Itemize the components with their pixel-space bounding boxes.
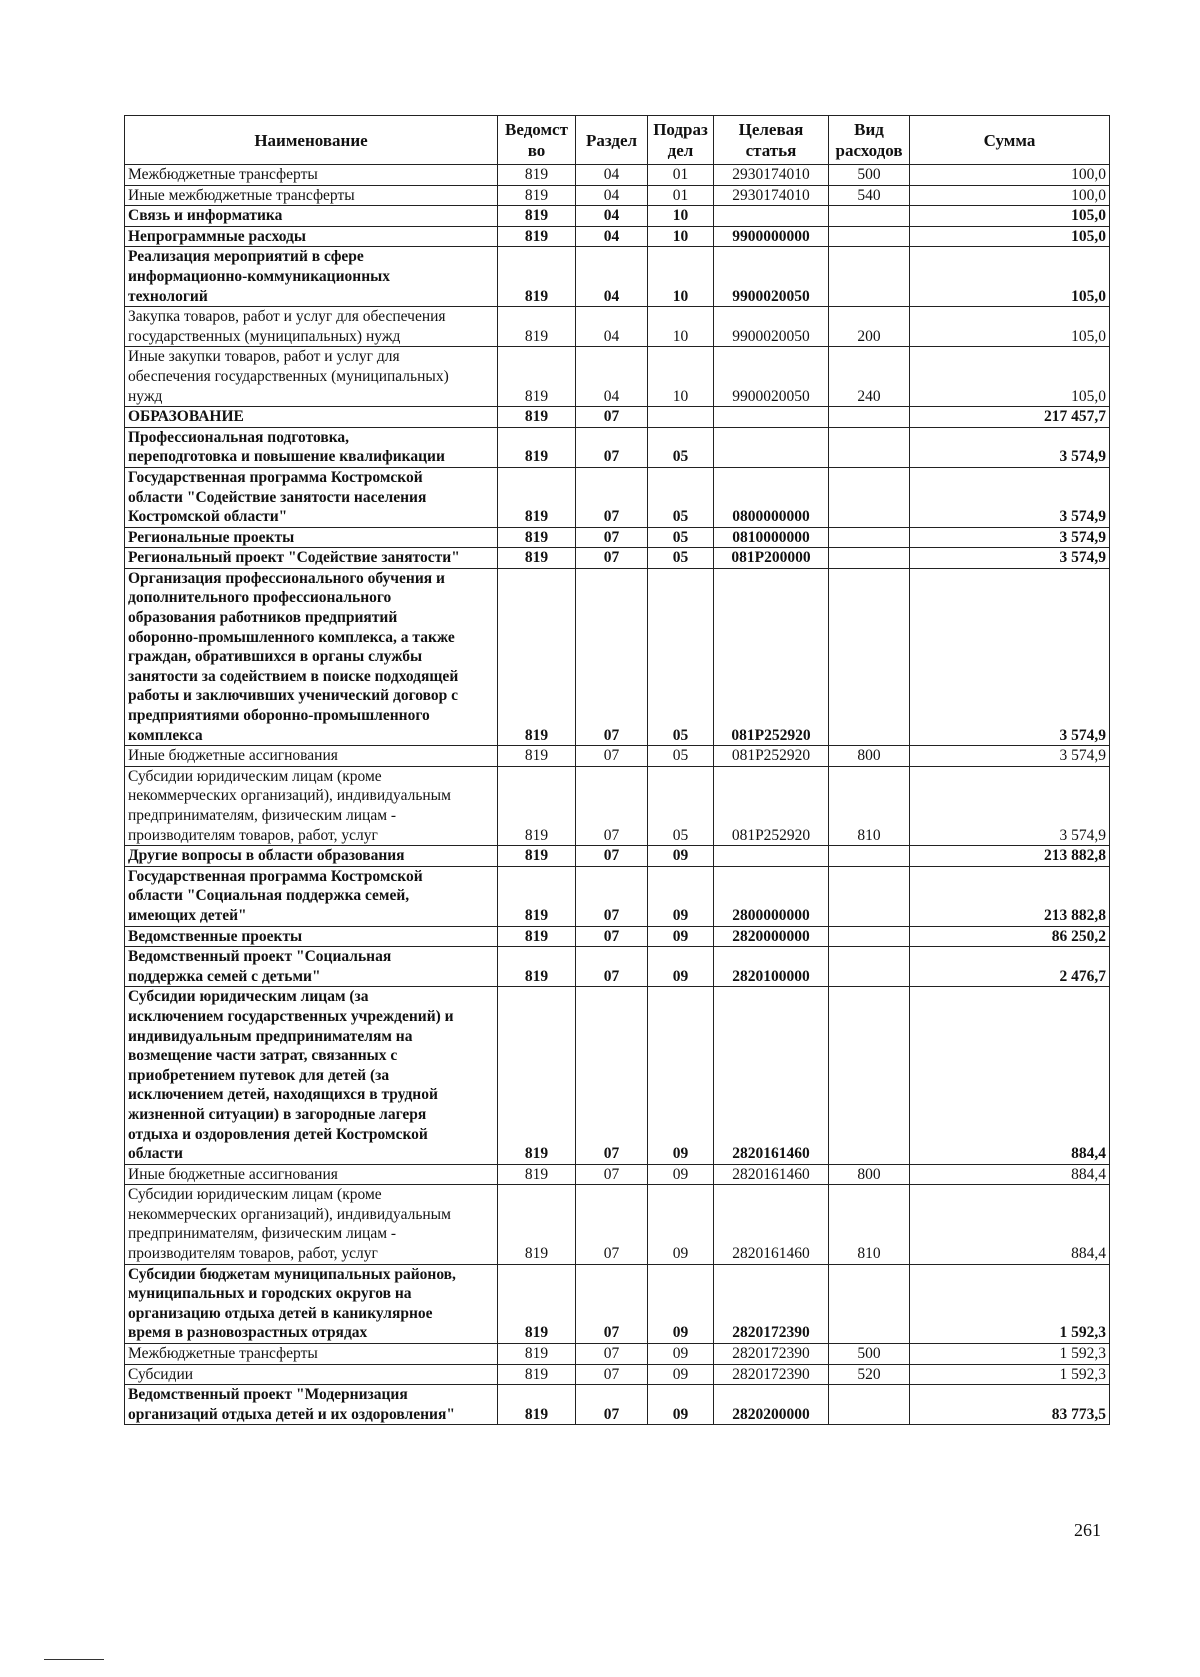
cell-department: 819: [498, 185, 576, 206]
cell-subsection: 05: [648, 527, 714, 548]
table-row: [125, 1344, 1110, 1365]
cell-expense-type: 810: [829, 1185, 910, 1264]
cell-name: Иные межбюджетные трансферты: [125, 185, 498, 206]
budget-table-container: [124, 115, 1110, 1425]
cell-amount: 1 592,3: [910, 1344, 1110, 1365]
table-row: [125, 247, 1110, 307]
cell-subsection: 10: [648, 247, 714, 307]
table-row: [125, 165, 1110, 186]
cell-name: Государственная программа Костромской области "Социальная поддержка семей, имеющих детей": [125, 866, 498, 926]
cell-section: 04: [576, 347, 648, 407]
cell-target-article: 2820100000: [714, 947, 829, 987]
table-row: [125, 1264, 1110, 1343]
cell-section: 07: [576, 746, 648, 767]
cell-expense-type: [829, 568, 910, 745]
cell-department: 819: [498, 947, 576, 987]
column-header-name: Наименование: [125, 116, 498, 165]
cell-section: 07: [576, 987, 648, 1164]
cell-subsection: 10: [648, 226, 714, 247]
cell-name: Региональные проекты: [125, 527, 498, 548]
cell-subsection: 05: [648, 548, 714, 569]
table-row: [125, 1364, 1110, 1385]
cell-subsection: 09: [648, 846, 714, 867]
cell-amount: 884,4: [910, 987, 1110, 1164]
cell-target-article: 081P252920: [714, 766, 829, 845]
cell-department: 819: [498, 1385, 576, 1425]
cell-expense-type: [829, 947, 910, 987]
cell-expense-type: 240: [829, 347, 910, 407]
cell-target-article: 2820172390: [714, 1264, 829, 1343]
cell-amount: 3 574,9: [910, 548, 1110, 569]
cell-target-article: 2820172390: [714, 1364, 829, 1385]
cell-department: 819: [498, 746, 576, 767]
table-row: [125, 766, 1110, 845]
cell-expense-type: [829, 846, 910, 867]
cell-amount: 100,0: [910, 185, 1110, 206]
cell-expense-type: 520: [829, 1364, 910, 1385]
cell-section: 04: [576, 247, 648, 307]
cell-amount: 3 574,9: [910, 527, 1110, 548]
cell-subsection: 09: [648, 1264, 714, 1343]
cell-amount: 105,0: [910, 307, 1110, 347]
table-row: [125, 347, 1110, 407]
cell-name: Субсидии юридическим лицам (кроме некоммерческих организаций), индивидуальным предпринимателям, физическим лицам - производителям товаров, работ, услуг: [125, 766, 498, 845]
cell-amount: 105,0: [910, 206, 1110, 227]
cell-subsection: 05: [648, 467, 714, 527]
cell-subsection: [648, 407, 714, 428]
cell-subsection: 05: [648, 746, 714, 767]
cell-subsection: 10: [648, 347, 714, 407]
cell-amount: 3 574,9: [910, 766, 1110, 845]
cell-department: 819: [498, 347, 576, 407]
cell-amount: 3 574,9: [910, 568, 1110, 745]
cell-subsection: 10: [648, 307, 714, 347]
cell-name: Государственная программа Костромской области "Содействие занятости населения Костромской области": [125, 467, 498, 527]
cell-department: 819: [498, 1164, 576, 1185]
cell-expense-type: 800: [829, 1164, 910, 1185]
cell-name: Ведомственный проект "Модернизация организаций отдыха детей и их оздоровления": [125, 1385, 498, 1425]
cell-amount: 3 574,9: [910, 427, 1110, 467]
cell-subsection: 09: [648, 1364, 714, 1385]
cell-expense-type: [829, 1264, 910, 1343]
cell-department: 819: [498, 247, 576, 307]
cell-target-article: 081P200000: [714, 548, 829, 569]
cell-target-article: [714, 427, 829, 467]
cell-amount: 3 574,9: [910, 467, 1110, 527]
cell-amount: 105,0: [910, 247, 1110, 307]
table-row: [125, 226, 1110, 247]
cell-target-article: 9900020050: [714, 347, 829, 407]
cell-target-article: 9900020050: [714, 307, 829, 347]
cell-expense-type: [829, 206, 910, 227]
cell-expense-type: [829, 548, 910, 569]
cell-target-article: [714, 407, 829, 428]
cell-department: 819: [498, 1264, 576, 1343]
cell-section: 07: [576, 866, 648, 926]
table-row: [125, 987, 1110, 1164]
cell-expense-type: [829, 926, 910, 947]
cell-amount: 213 882,8: [910, 846, 1110, 867]
column-header-section: Раздел: [576, 116, 648, 165]
cell-section: 07: [576, 766, 648, 845]
cell-department: 819: [498, 407, 576, 428]
cell-expense-type: 500: [829, 1344, 910, 1365]
cell-name: Организация профессионального обучения и дополнительного профессионального образования работников предприятий оборонно-промышленного комплекса, а также граждан, обратившихся в органы службы занятости за содействием в поиске подходящей работы и заключивших ученический договор с предприятиями оборонно-промышленного комплекса: [125, 568, 498, 745]
cell-department: 819: [498, 846, 576, 867]
cell-department: 819: [498, 226, 576, 247]
cell-target-article: 2820161460: [714, 987, 829, 1164]
cell-expense-type: [829, 247, 910, 307]
cell-target-article: 2820172390: [714, 1344, 829, 1365]
cell-amount: 213 882,8: [910, 866, 1110, 926]
cell-name: Ведомственный проект "Социальная поддержка семей с детьми": [125, 947, 498, 987]
cell-section: 07: [576, 846, 648, 867]
cell-subsection: 09: [648, 947, 714, 987]
cell-expense-type: 200: [829, 307, 910, 347]
cell-name: Закупка товаров, работ и услуг для обеспечения государственных (муниципальных) нужд: [125, 307, 498, 347]
cell-name: Ведомственные проекты: [125, 926, 498, 947]
budget-table: [124, 115, 1110, 1425]
page-number: 261: [1074, 1520, 1101, 1540]
cell-subsection: 09: [648, 1344, 714, 1365]
table-row: [125, 467, 1110, 527]
cell-target-article: 2820200000: [714, 1385, 829, 1425]
cell-expense-type: [829, 1385, 910, 1425]
cell-section: 07: [576, 407, 648, 428]
cell-expense-type: [829, 226, 910, 247]
cell-subsection: 09: [648, 866, 714, 926]
table-row: [125, 527, 1110, 548]
table-row: [125, 568, 1110, 745]
cell-name: Связь и информатика: [125, 206, 498, 227]
table-row: [125, 407, 1110, 428]
cell-subsection: 10: [648, 206, 714, 227]
cell-target-article: 081P252920: [714, 568, 829, 745]
cell-subsection: 09: [648, 987, 714, 1164]
cell-name: Другие вопросы в области образования: [125, 846, 498, 867]
cell-department: 819: [498, 427, 576, 467]
cell-department: 819: [498, 206, 576, 227]
cell-subsection: 09: [648, 1185, 714, 1264]
cell-amount: 884,4: [910, 1185, 1110, 1264]
cell-amount: 100,0: [910, 165, 1110, 186]
cell-expense-type: [829, 866, 910, 926]
cell-target-article: 2930174010: [714, 165, 829, 186]
cell-target-article: 9900000000: [714, 226, 829, 247]
cell-amount: 86 250,2: [910, 926, 1110, 947]
cell-subsection: 09: [648, 1385, 714, 1425]
cell-section: 07: [576, 926, 648, 947]
cell-section: 04: [576, 165, 648, 186]
cell-section: 07: [576, 527, 648, 548]
cell-name: Иные бюджетные ассигнования: [125, 1164, 498, 1185]
table-row: [125, 866, 1110, 926]
column-header-department: Ведомст во: [498, 116, 576, 165]
cell-target-article: 081P252920: [714, 746, 829, 767]
cell-section: 04: [576, 206, 648, 227]
table-body: [125, 165, 1110, 1425]
table-row: [125, 1185, 1110, 1264]
cell-department: 819: [498, 987, 576, 1164]
cell-name: Иные закупки товаров, работ и услуг для обеспечения государственных (муниципальных) нужд: [125, 347, 498, 407]
cell-department: 819: [498, 527, 576, 548]
cell-name: Иные бюджетные ассигнования: [125, 746, 498, 767]
cell-section: 07: [576, 1264, 648, 1343]
cell-target-article: 2820161460: [714, 1185, 829, 1264]
cell-section: 07: [576, 947, 648, 987]
cell-amount: 884,4: [910, 1164, 1110, 1185]
cell-subsection: 05: [648, 427, 714, 467]
table-row: [125, 746, 1110, 767]
cell-name: Реализация мероприятий в сфере информационно-коммуникационных технологий: [125, 247, 498, 307]
cell-target-article: [714, 206, 829, 227]
cell-department: 819: [498, 548, 576, 569]
cell-subsection: 05: [648, 766, 714, 845]
table-row: [125, 926, 1110, 947]
cell-department: 819: [498, 165, 576, 186]
cell-amount: 2 476,7: [910, 947, 1110, 987]
cell-expense-type: [829, 407, 910, 428]
table-row: [125, 427, 1110, 467]
cell-target-article: 2930174010: [714, 185, 829, 206]
cell-name: Региональный проект "Содействие занятости": [125, 548, 498, 569]
footer-divider: [44, 1659, 104, 1660]
cell-department: 819: [498, 307, 576, 347]
column-header-expense-type: Вид расходов: [829, 116, 910, 165]
cell-target-article: [714, 846, 829, 867]
cell-expense-type: [829, 427, 910, 467]
cell-target-article: 2800000000: [714, 866, 829, 926]
cell-subsection: 01: [648, 185, 714, 206]
cell-section: 07: [576, 568, 648, 745]
table-row: [125, 1164, 1110, 1185]
cell-section: 04: [576, 226, 648, 247]
cell-subsection: 09: [648, 926, 714, 947]
cell-expense-type: 540: [829, 185, 910, 206]
cell-name: Субсидии юридическим лицам (за исключением государственных учреждений) и индивидуальным предпринимателям на возмещение части затрат, связанных с приобретением путевок для детей (за исключением детей, находящихся в трудной жизненной ситуации) в загородные лагеря отдыха и оздоровления детей Костромской области: [125, 987, 498, 1164]
column-header-subsection: Подраз дел: [648, 116, 714, 165]
cell-name: Субсидии бюджетам муниципальных районов, муниципальных и городских округов на организацию отдыха детей в каникулярное время в разновозрастных отрядах: [125, 1264, 498, 1343]
cell-name: Субсидии юридическим лицам (кроме некоммерческих организаций), индивидуальным предпринимателям, физическим лицам - производителям товаров, работ, услуг: [125, 1185, 498, 1264]
cell-name: Непрограммные расходы: [125, 226, 498, 247]
cell-section: 07: [576, 1364, 648, 1385]
cell-expense-type: 810: [829, 766, 910, 845]
cell-subsection: 09: [648, 1164, 714, 1185]
cell-section: 07: [576, 1344, 648, 1365]
table-row: [125, 548, 1110, 569]
cell-target-article: 0800000000: [714, 467, 829, 527]
cell-name: Субсидии: [125, 1364, 498, 1385]
cell-expense-type: [829, 987, 910, 1164]
cell-expense-type: [829, 527, 910, 548]
table-row: [125, 947, 1110, 987]
cell-name: Профессиональная подготовка, переподготовка и повышение квалификации: [125, 427, 498, 467]
cell-section: 04: [576, 185, 648, 206]
table-header-row: [125, 116, 1110, 165]
cell-target-article: 2820000000: [714, 926, 829, 947]
cell-department: 819: [498, 467, 576, 527]
cell-section: 07: [576, 1385, 648, 1425]
cell-amount: 105,0: [910, 226, 1110, 247]
cell-department: 819: [498, 766, 576, 845]
cell-target-article: 0810000000: [714, 527, 829, 548]
cell-amount: 217 457,7: [910, 407, 1110, 428]
cell-expense-type: 500: [829, 165, 910, 186]
cell-section: 07: [576, 467, 648, 527]
cell-expense-type: 800: [829, 746, 910, 767]
cell-target-article: 9900020050: [714, 247, 829, 307]
cell-department: 819: [498, 1344, 576, 1365]
column-header-target-article: Целевая статья: [714, 116, 829, 165]
table-row: [125, 307, 1110, 347]
cell-section: 07: [576, 1185, 648, 1264]
cell-amount: 3 574,9: [910, 746, 1110, 767]
cell-subsection: 05: [648, 568, 714, 745]
cell-department: 819: [498, 926, 576, 947]
cell-section: 07: [576, 427, 648, 467]
cell-name: Межбюджетные трансферты: [125, 1344, 498, 1365]
cell-department: 819: [498, 568, 576, 745]
cell-name: ОБРАЗОВАНИЕ: [125, 407, 498, 428]
table-row: [125, 206, 1110, 227]
cell-subsection: 01: [648, 165, 714, 186]
cell-amount: 1 592,3: [910, 1264, 1110, 1343]
cell-expense-type: [829, 467, 910, 527]
cell-name: Межбюджетные трансферты: [125, 165, 498, 186]
cell-department: 819: [498, 1364, 576, 1385]
column-header-amount: Сумма: [910, 116, 1110, 165]
cell-section: 07: [576, 1164, 648, 1185]
cell-department: 819: [498, 866, 576, 926]
cell-section: 04: [576, 307, 648, 347]
cell-department: 819: [498, 1185, 576, 1264]
table-row: [125, 1385, 1110, 1425]
cell-amount: 83 773,5: [910, 1385, 1110, 1425]
cell-amount: 105,0: [910, 347, 1110, 407]
cell-section: 07: [576, 548, 648, 569]
cell-target-article: 2820161460: [714, 1164, 829, 1185]
cell-amount: 1 592,3: [910, 1364, 1110, 1385]
table-row: [125, 846, 1110, 867]
table-row: [125, 185, 1110, 206]
